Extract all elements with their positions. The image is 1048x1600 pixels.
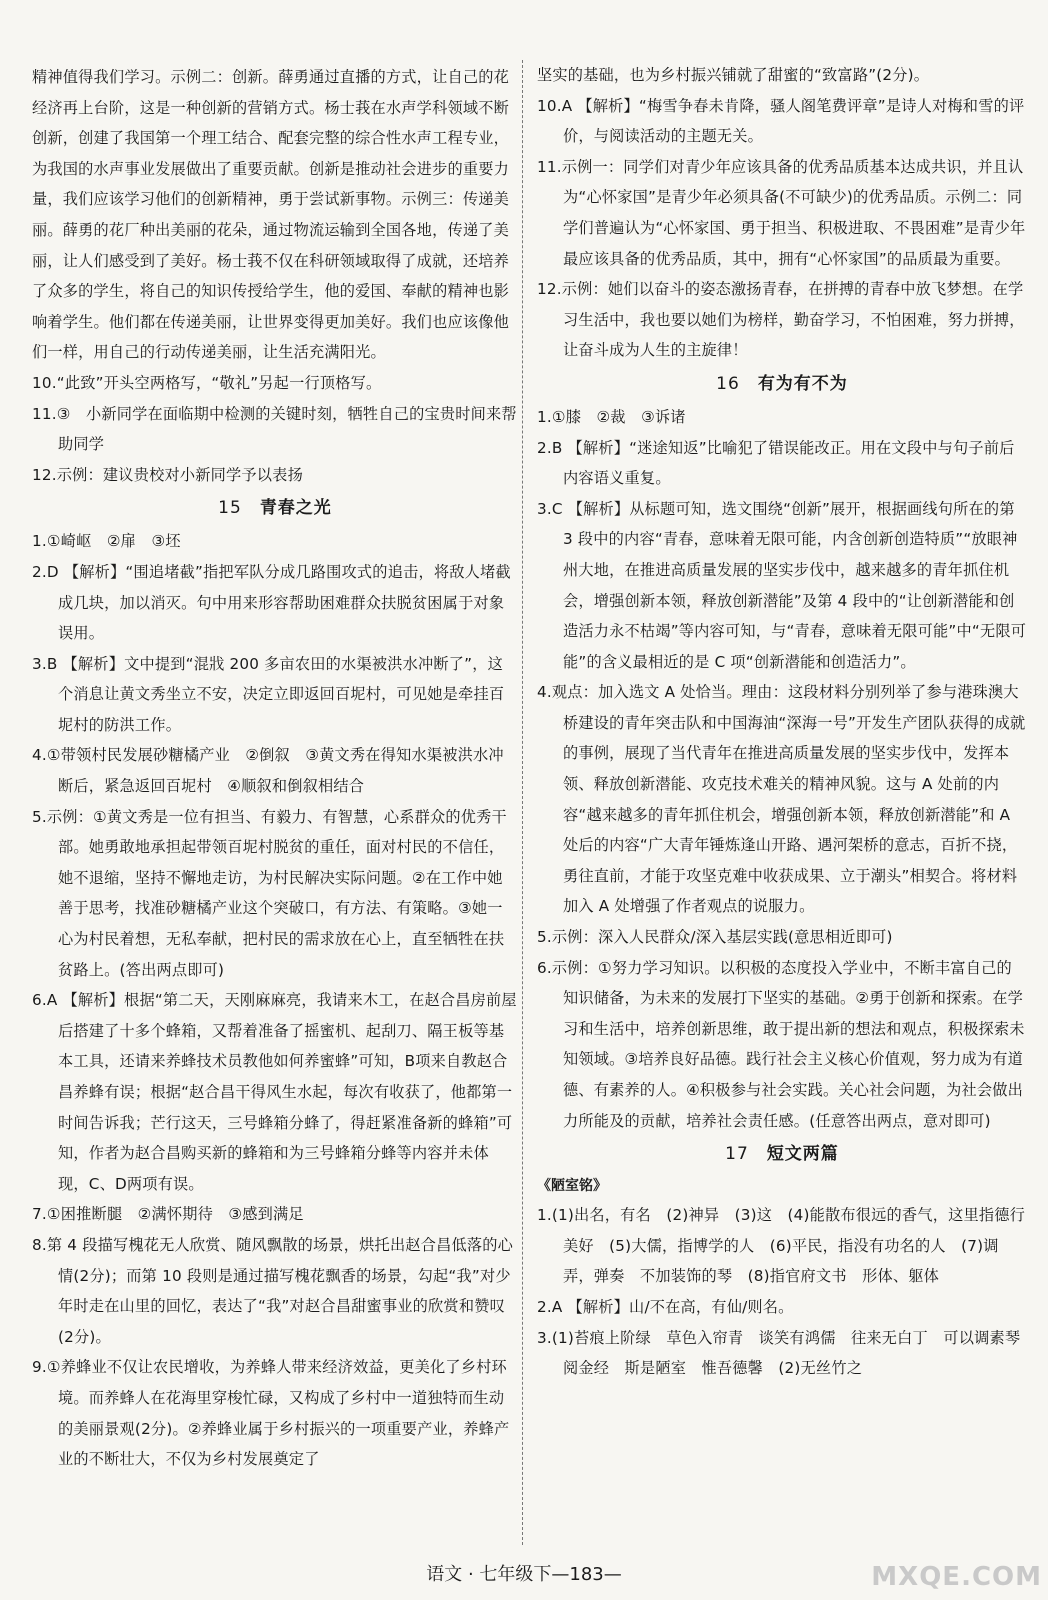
left-column bbox=[32, 62, 518, 1475]
section-heading bbox=[537, 1136, 1027, 1172]
answer-item: 1.①崎岖 ②扉 ③坯 bbox=[32, 532, 181, 551]
continued-paragraph: 坚实的基础，也为乡村振兴铺就了甜蜜的“致富路”(2分)。 bbox=[537, 66, 930, 84]
right-column bbox=[537, 60, 1036, 1384]
answer-item: 6.示例：①努力学习知识。以积极的态度投入学业中，不断丰富自己的知识储备，为未来的发展打下坚实的基础。②勇于创新和探索。在学习和生活中，培养创新思维，敢于提出新的想法和观点，积极探索未知领域。③培养良好品德。践行社会主义核心价值观，努力成为有道德、有素养的人。④积极参与社会实践。关心社会问题，为社会做出力所能及的贡献，培养社会责任感。(任意答出两点，意对即可) bbox=[537, 958, 1025, 1130]
answer-item: 11.③ 小新同学在面临期中检测的关键时刻，牺牲自己的宝贵时间来帮助同学 bbox=[32, 404, 517, 454]
section-title: 青春之光 bbox=[259, 498, 332, 519]
answer-item: 1.①膝 ②裁 ③诉诸 bbox=[537, 407, 686, 426]
answer-item: 11.示例一：同学们对青少年应该具备的优秀品质基本达成共识，并且认为“心怀家国”是青少年必须具备(不可缺少)的优秀品质。示例二：同学们普遍认为“心怀家国、勇于担当、积极进取、不畏困难”是青少年最应该具备的优秀品质，其中，拥有“心怀家国”的品质最为重要。 bbox=[537, 157, 1026, 268]
answer-item: 4.①带领村民发展砂糖橘产业 ②倒叙 ③黄文秀在得知水渠被洪水冲断后，紧急返回百坭村 ④顺叙和倒叙相结合 bbox=[32, 746, 504, 796]
section-number: 15 bbox=[218, 498, 242, 519]
answer-item: 5.示例：深入人民群众/深入基层实践(意思相近即可) bbox=[537, 928, 893, 947]
answer-item: 6.A 【解析】根据“第二天，天刚麻麻亮，我请来木工，在赵合昌房前屋后搭建了十多个蜂箱，又帮着准备了摇蜜机、起刮刀、隔王板等基本工具，还请来养蜂技术员教他如何养蜜蜂”可知，B项来自教赵合昌养蜂有误；根据“赵合昌干得风生水起，每次有收获了，他都第一时间告诉我；芒行这天，三号蜂箱分蜂了，得赶紧准备新的蜂箱”可知，作者为赵合昌购买新的蜂箱和为三号蜂箱分蜂等内容并未体现，C、D两项有误。 bbox=[32, 991, 517, 1193]
answer-item: 2.B 【解析】“迷途知返”比喻犯了错误能改正。用在文段中与句子前后内容语义重复。 bbox=[537, 438, 1015, 488]
answer-item: 5.示例：①黄文秀是一位有担当、有毅力、有智慧，心系群众的优秀干部。她勇敢地承担起带领百坭村脱贫的重任，面对村民的不信任，她不退缩，坚持不懈地走访，为村民解决实际问题。②在工作中她善于思考，找准砂糖橘产业这个突破口，有方法、有策略。③她一心为村民着想，无私奉献，把村民的需求放在心上，直至牺牲在扶贫路上。(答出两点即可) bbox=[32, 807, 507, 979]
subsection-title: 《陋室铭》 bbox=[537, 1178, 607, 1195]
answer-item: 7.①困推断腿 ②满怀期待 ③感到满足 bbox=[32, 1205, 304, 1224]
continued-paragraph: 精神值得我们学习。示例二：创新。薛勇通过直播的方式，让自己的花经济再上台阶，这是一种创新的营销方式。杨士莪在水声学科领域不断创新，创建了我国第一个理工结合、配套完整的综合性水声工程专业，为我国的水声事业发展做出了重要贡献。创新是推动社会进步的重要力量，我们应该学习他们的创新精神，勇于尝试新事物。示例三：传递美丽。薛勇的花厂种出美丽的花朵，通过物流运输到全国各地，传递了美丽，让人们感受到了美好。杨士莪不仅在科研领域取得了成就，还培养了众多的学生，将自己的知识传授给学生，他的爱国、奉献的精神也影响着学生。他们都在传递美丽，让世界变得更加美好。我们也应该像他们一样，用自己的行动传递美丽，让生活充满阳光。 bbox=[32, 68, 510, 362]
answer-item: 12.示例：她们以奋斗的姿态激扬青春，在拼搏的青春中放飞梦想。在学习生活中，我也要以她们为榜样，勤奋学习，不怕困难，努力拼搏，让奋斗成为人生的主旋律！ bbox=[537, 280, 1025, 360]
answer-item: 3.C 【解析】从标题可知，选文围绕“创新”展开，根据画线句所在的第 3 段中的内容“青春，意味着无限可能，内含创新创造特质”“放眼神州大地，在推进高质量发展的坚实步伐中，越来越多的青年抓住机会，增强创新本领，释放创新潜能”及第 4 段中的“让创新潜能和创造活力永不枯竭”等内容可知，与“青春，意味着无限可能”中“无限可能”的含义最相近的是 C 项“创新潜能和创造活力”。 bbox=[537, 499, 1027, 671]
column-divider bbox=[522, 60, 523, 1545]
section-heading bbox=[32, 490, 518, 526]
section-title: 有为有不为 bbox=[757, 373, 848, 394]
section-title: 短文两篇 bbox=[766, 1144, 839, 1165]
section-number: 16 bbox=[716, 373, 740, 394]
answer-item: 8.第 4 段描写槐花无人欣赏、随风飘散的场景，烘托出赵合昌低落的心情(2分)；而第 10 段则是通过描写槐花飘香的场景，勾起“我”对少年时走在山里的回忆，表达了“我”对赵合昌甜蜜事业的欣赏和赞叹(2分)。 bbox=[32, 1235, 514, 1346]
answer-item: 12.示例：建议贵校对小新同学予以表扬 bbox=[32, 465, 303, 484]
watermark-logo: MXQE.COM bbox=[871, 1562, 1042, 1592]
page-footer: 语文 · 七年级下—183— bbox=[426, 1564, 622, 1585]
answer-item: 3.B 【解析】文中提到“混戕 200 多亩农田的水渠被洪水冲断了”，这个消息让黄文秀坐立不安，决定立即返回百坭村，可见她是牵挂百坭村的防洪工作。 bbox=[32, 654, 505, 734]
answer-item: 3.(1)苔痕上阶绿 草色入帘青 谈笑有鸿儒 往来无白丁 可以调素琴 阅金经 斯是陋室 惟吾德馨 (2)无丝竹之 bbox=[537, 1328, 1036, 1378]
answer-item: 9.①养蜂业不仅让农民增收，为养蜂人带来经济效益，更美化了乡村环境。而养蜂人在花海里穿梭忙碌，又构成了乡村中一道独特而生动的美丽景观(2分)。②养蜂业属于乡村振兴的一项重要产业，养蜂产业的不断壮大，不仅为乡村发展奠定了 bbox=[32, 1358, 510, 1469]
section-number: 17 bbox=[725, 1144, 749, 1165]
answer-item: 2.D 【解析】“围追堵截”指把军队分成几路围攻式的追击，将敌人堵截成几块，加以消灭。句中用来形容帮助困难群众扶脱贫困属于对象误用。 bbox=[32, 562, 511, 643]
answer-item: 2.A 【解析】山/不在高，有仙/则名。 bbox=[537, 1297, 794, 1316]
answer-item: 10.A 【解析】“梅雪争春未肯降，骚人阁笔费评章”是诗人对梅和雪的评价，与阅读活动的主题无关。 bbox=[537, 96, 1025, 146]
answer-item: 4.观点：加入选文 A 处恰当。理由：这段材料分别列举了参与港珠澳大桥建设的青年突击队和中国海油“深海一号”开发生产团队获得的成就的事例，展现了当代青年在推进高质量发展的坚实步伐中，发挥本领、释放创新潜能、攻克技术难关的精神风貌。这与 A 处前的内容“越来越多的青年抓住机会，增强创新本领，释放创新潜能”和 A 处后的内容“广大青年锤炼逢山开路、遇河架桥的意志，百折不挠，勇往直前，才能于攻坚克难中收获成果、立于潮头”相契合。将材料加入 A 处增强了作者观点的说服力。 bbox=[537, 683, 1026, 916]
answer-item: 10.“此致”开头空两格写，“敬礼”另起一行顶格写。 bbox=[32, 373, 382, 392]
section-heading bbox=[537, 366, 1027, 402]
answer-item: 1.(1)出名，有名 (2)神异 (3)这 (4)能散布很远的香气，这里指德行美好 (5)大儒，指博学的人 (6)平民，指没有功名的人 (7)调弄，弹奏 不加装饰的琴 (8)指官府文书 形体、躯体 bbox=[537, 1206, 1026, 1286]
